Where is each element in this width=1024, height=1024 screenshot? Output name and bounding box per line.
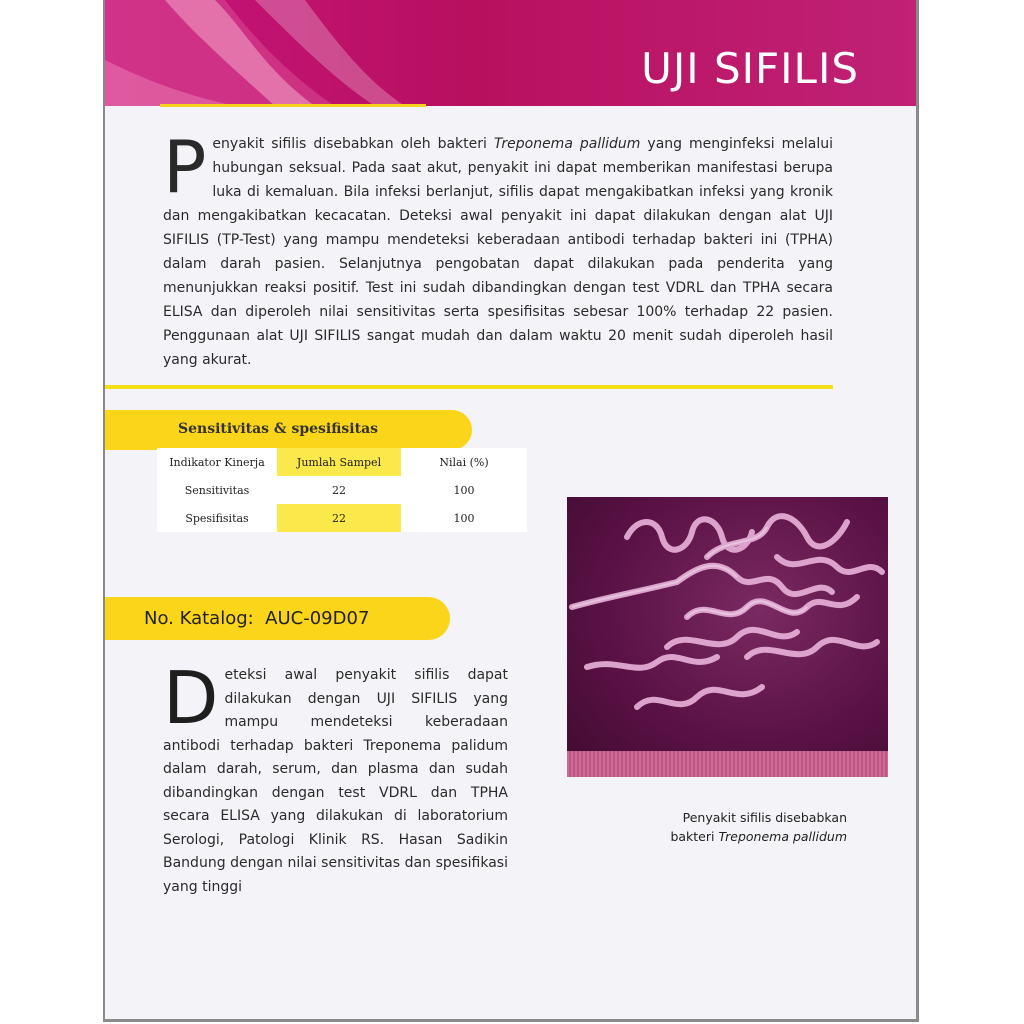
performance-table (157, 448, 527, 532)
detail-paragraph (163, 656, 508, 899)
bacteria-micrograph-image (567, 497, 888, 777)
table-cell: 22 (332, 483, 346, 497)
table-header: Jumlah Sampel (277, 448, 401, 476)
figure-caption (625, 808, 847, 846)
table-cell: 22 (277, 504, 401, 532)
caption-line (625, 827, 847, 846)
caption-line: Penyakit sifilis disebabkan (682, 810, 847, 825)
detail-text: eteksi awal penyakit sifilis dapat dilakukan dengan UJI SIFILIS yang mampu mendeteksi keberadaan antibodi terhadap bakteri Treponema palidum dalam darah, serum, dan plasma dan sudah dibandingkan dengan test VDRL dan TPHA secara ELISA yang dilakukan di laboratorium Serologi, Patologi Klinik RS. Hasan Sadikin Bandung dengan nilai sensitivitas dan spesifikasi yang tinggi (163, 667, 508, 895)
caption-prefix: bakteri (670, 829, 719, 844)
intro-text-rest: yang menginfeksi melalui hubungan seksual. Pada saat akut, penyakit ini dapat memberikan manifestasi berupa luka di kemaluan. Bila infeksi berlanjut, sifilis dapat mengakibatkan infeksi yang kronik dan mengakibatkan kecacatan. Deteksi awal penyakit ini dapat dilakukan dengan alat UJI SIFILIS (TP-Test) yang mampu mendeteksi keberadaan antibodi terhadap bakteri ini (TPHA) dalam darah pasien. Selanjutnya pengobatan dapat dilakukan pada penderita yang menunjukkan reaksi positif. Test ini sudah dibandingkan dengan test VDRL dan TPHA secara ELISA dan diperoleh nilai sensitivitas serta spesifisitas sebesar 100% terhadap 22 pasien. Penggunaan alat UJI SIFILIS sangat mudah dan dalam waktu 20 menit sudah diperoleh hasil yang akurat. (163, 136, 833, 368)
title-underline (160, 104, 426, 107)
section-divider (105, 385, 833, 389)
intro-bacteria-name: Treponema pallidum (493, 136, 641, 152)
intro-dropcap: P (163, 125, 207, 209)
table-row (157, 504, 527, 532)
page-title: UJI SIFILIS (641, 44, 859, 93)
catalog-code: AUC-09D07 (265, 608, 370, 629)
intro-text-start: enyakit sifilis disebabkan oleh bakteri (212, 136, 494, 152)
table-header: Indikator Kinerja (169, 455, 265, 469)
table-cell: 100 (453, 483, 475, 497)
table-row (157, 476, 527, 504)
brochure-page (103, 0, 919, 1022)
performance-heading: Sensitivitas & spesifisitas (178, 421, 379, 437)
caption-bacteria-name: Treponema pallidum (718, 829, 847, 844)
catalog-label: No. Katalog: (144, 608, 254, 629)
table-cell: Sensitivitas (184, 483, 250, 497)
banner-swoosh-graphic (105, 0, 445, 106)
table-header: Nilai (%) (439, 455, 489, 469)
table-cell: Spesifisitas (185, 511, 249, 525)
catalog-number (144, 608, 369, 629)
spirochete-illustration (567, 497, 888, 751)
table-header-row (157, 448, 527, 476)
header-banner (105, 0, 917, 106)
intro-paragraph (163, 125, 833, 372)
image-bottom-strip (567, 751, 888, 777)
detail-dropcap: D (163, 656, 219, 740)
table-cell: 100 (453, 511, 475, 525)
